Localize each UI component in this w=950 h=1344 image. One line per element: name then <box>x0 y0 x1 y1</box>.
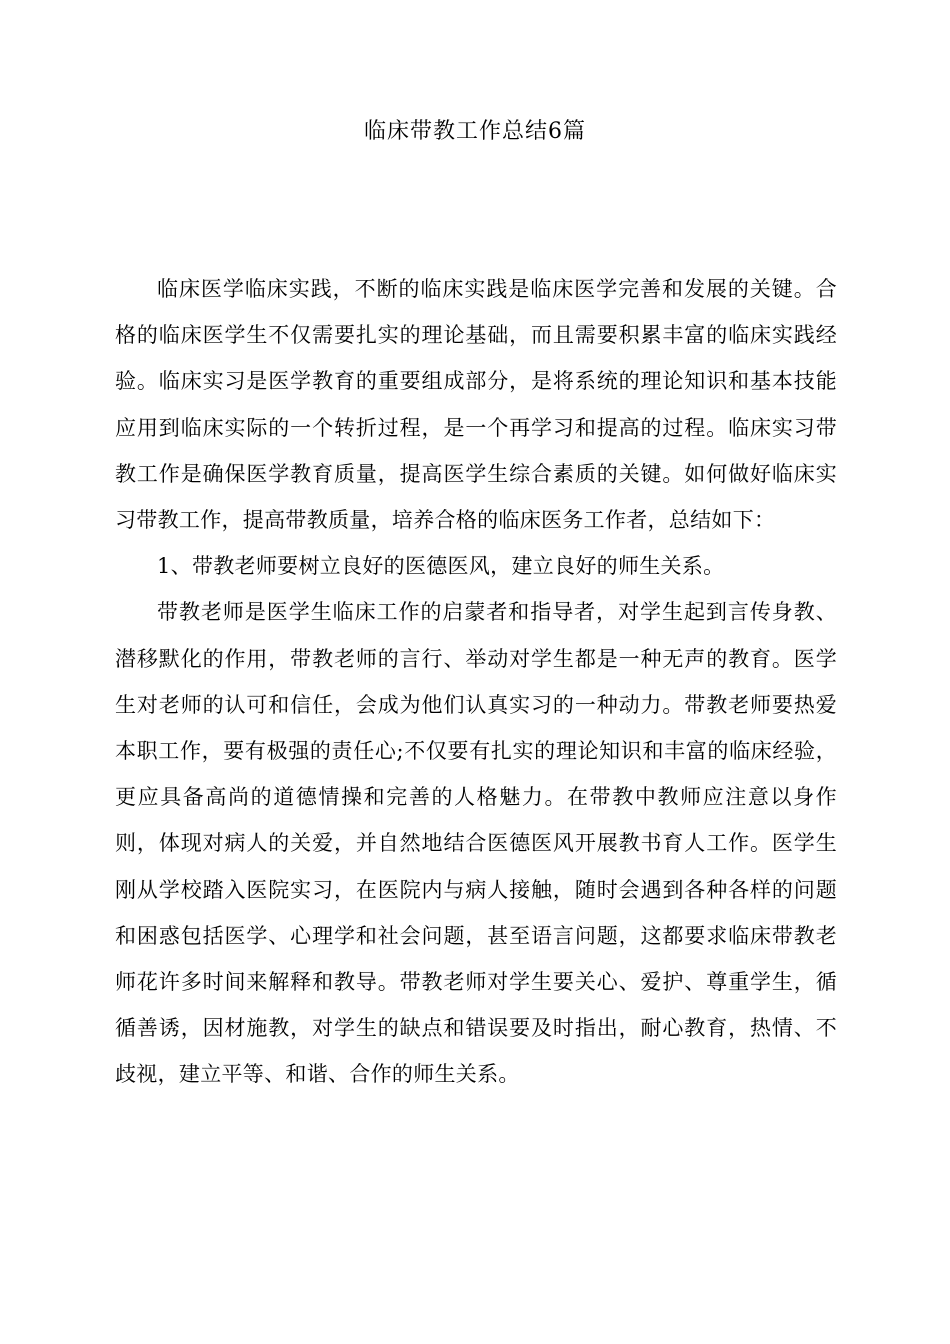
paragraph-teacher-ethics: 带教老师是医学生临床工作的启蒙者和指导者，对学生起到言传身教、潜移默化的作用，带教老师的言行、举动对学生都是一种无声的教育。医学生对老师的认可和信任，会成为他们认真实习的一种动力。带教老师要热爱本职工作，要有极强的责任心;不仅要有扎实的理论知识和丰富的临床经验，更应具备高尚的道德情操和完善的人格魅力。在带教中教师应注意以身作则，体现对病人的关爱，并自然地结合医德医风开展教书育人工作。医学生刚从学校踏入医院实习，在医院内与病人接触，随时会遇到各种各样的问题和困惑包括医学、心理学和社会问题，甚至语言问题，这都要求临床带教老师花许多时间来解释和教导。带教老师对学生要关心、爱护、尊重学生，循循善诱，因材施教，对学生的缺点和错误要及时指出，耐心教育，热情、不歧视，建立平等、和谐、合作的师生关系。 <box>115 600 837 1087</box>
document-body <box>115 266 837 1098</box>
paragraph-section-heading: 1、带教老师要树立良好的医德医风，建立良好的师生关系。 <box>157 554 725 579</box>
document-title: 临床带教工作总结6篇 <box>364 119 586 144</box>
paragraph-intro: 临床医学临床实践，不断的临床实践是临床医学完善和发展的关键。合格的临床医学生不仅需要扎实的理论基础，而且需要积累丰富的临床实践经验。临床实习是医学教育的重要组成部分，是将系统的理论知识和基本技能应用到临床实际的一个转折过程，是一个再学习和提高的过程。临床实习带教工作是确保医学教育质量，提高医学生综合素质的关键。如何做好临床实习带教工作，提高带教质量，培养合格的临床医务工作者，总结如下： <box>115 277 837 533</box>
